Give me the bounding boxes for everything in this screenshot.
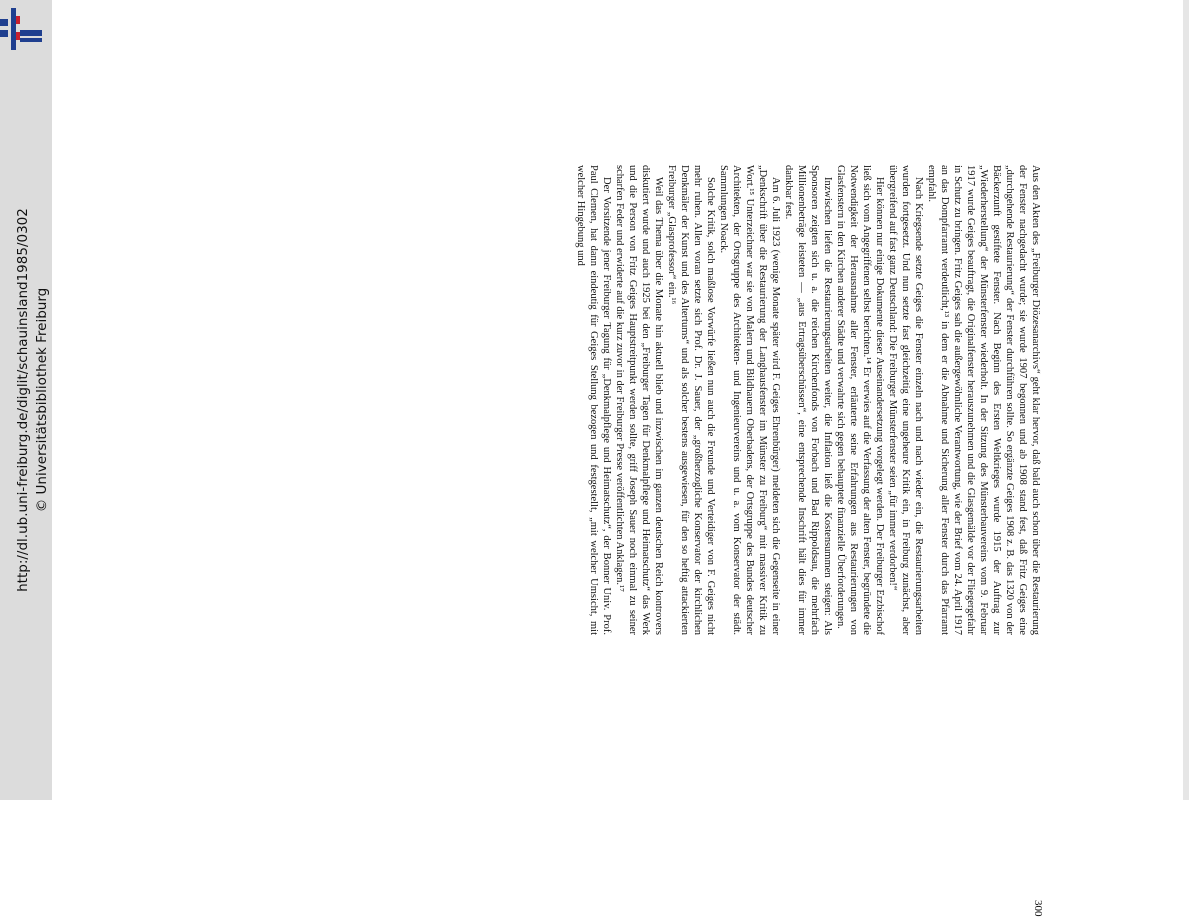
right-edge-bar [1183,0,1189,800]
document-page [52,0,1183,917]
sidebar [0,0,52,800]
paragraph: Hier können nur einige Dokumente dieser Auseinandersetzung vorgelegt werden. Der Freiburger Erzbischof ließ sich vom Angegriffenen selbst berichten.¹⁴ Er verwies auf die Verfassung der alten Fenster, begründete die Notwendigkeit der Herausnahme aller Fenster, erläuterte seine Erfahrungen aus Restaurierungen von Glasfenstern in den Kirchen anderer Städte und verwahrte sich gegen behauptete finanzielle Überforderungen. [835,165,885,635]
source-url[interactable]: http://dl.ub.uni-freiburg.de/diglit/schauinsland1985/0302 [15,208,31,592]
source-url-text [14,0,52,800]
rotated-text-block [574,165,1044,917]
page-number: 300 [1032,900,1044,917]
paragraph: Der Vorsitzende jener Freiburger Tagung für „Denkmalpflege und Heimatschutz“, der Bonner Univ. Prof. Paul Clemen, hat dann eindeutig für Geiges Stellung bezogen und festgestellt, „mit welcher Umsicht, mit welcher Hingebung und [575,165,612,635]
paragraph: Solche Kritik, solch maßlose Vorwürfe ließen nun auch die Freunde und Verteidiger von F. Geiges nicht mehr ruhen. Allen voran setzte sich Prof. Dr. J. Sauer, der „großherzogliche Konservator der kirchlichen Denkmäler der Kunst und des Altertums“ und als solcher bestens ausgewiesen, für den so heftig attackierten Freiburger „Glasprofessor“ ein.¹⁶ [666,165,716,635]
paragraph: Nach Kriegsende setzte Geiges die Fenster einzeln nach und nach wieder ein, die Restaurierungsarbeiten wurden fortgesetzt. Und nun setzte fast gleichzeitig eine ungeheure Kritik ein, in Freiburg zunächst, aber übergreifend auf fast ganz Deutschland: Die Freiburger Münsterfenster seien „für immer verdorben!“ [887,165,924,635]
copyright-notice: © Universitätsbibliothek Freiburg [34,287,50,513]
paragraph: Am 6. Juli 1923 (wenige Monate später wird F. Geiges Ehrenbürger) meldeten sich die Gegenseite in einer „Denkschrift über die Restaurierung der Langhausfenster im Münster zu Freiburg“ mit massiver Kritik zu Wort.¹⁵ Unterzeichner war sie von Malern und Bildhauern Oberbadens, der Ortsgruppe des Bundes deutscher Architekten, der Ortsgruppe des Architekten- und Ingenieurvereins und u. a. vom Konservator der städt. Sammlungen Noack. [718,165,781,635]
paragraph: Aus den Akten des „Freiburger Diözesanarchivs“ geht klar hervor, daß bald auch schon über die Restaurierung der Fenster nachgedacht wurde; sie wurde 1907 begonnen und ab 1908 stand fest, daß Fritz Geiges eine „durchgehende Restaurierung“ der Fenster durchführen sollte. So ergänzte Geiges 1908 z. B. das 1320 von der Bäckerzunft gestiftete Fenster. Nach Beginn des Ersten Weltkrieges wurde 1915 der Auftrag zur „Wiederherstellung“ der Münsterfenster wiederholt. In der Sitzung des Münsterbauvereins vom 9. Februar 1917 wurde Geiges beauftragt, die Originalfenster herauszunehmen und die Glasgemälde vor der Fliegergefahr in Schutz zu bringen. Fritz Geiges sah die außergewöhnliche Verantwortung, wie der Brief vom 24. April 1917 an das Dompfarramt verdeutlicht,¹³ in dem er die Abnahme und Sicherung aller Fenster durch das Pfarramt empfahl. [926,165,1041,635]
text-column [574,165,1042,635]
paragraph: Weil das Thema über die Monate hin aktuell blieb und inzwischen im ganzen deutschen Reich kontrovers diskutiert wurde und auch 1925 bei den „Freiburger Tagen für Denkmalpflege und Heimatschutz“ das Werk und die Person von Fritz Geiges Hauptstreitpunkt werden sollte, griff Joseph Sauer noch einmal zu seiner scharfen Feder und erwiderte auf die kurz zuvor in der Freiburger Presse veröffentlichten Anklagen.¹⁷ [614,165,664,635]
paragraph: Inzwischen liefen die Restaurierungsarbeiten weiter, die Inflation ließ die Kostensummen steigen: Als Sponsoren zeigten sich u. a. die reichen Kirchenfonds von Forbach und Bad Rippoldsau, die mehrfach Millionenbeträge leisteten — „aus Ertragsüberschüssen“, eine entsprechende Inschrift hält dies für immer dankbar fest. [783,165,833,635]
